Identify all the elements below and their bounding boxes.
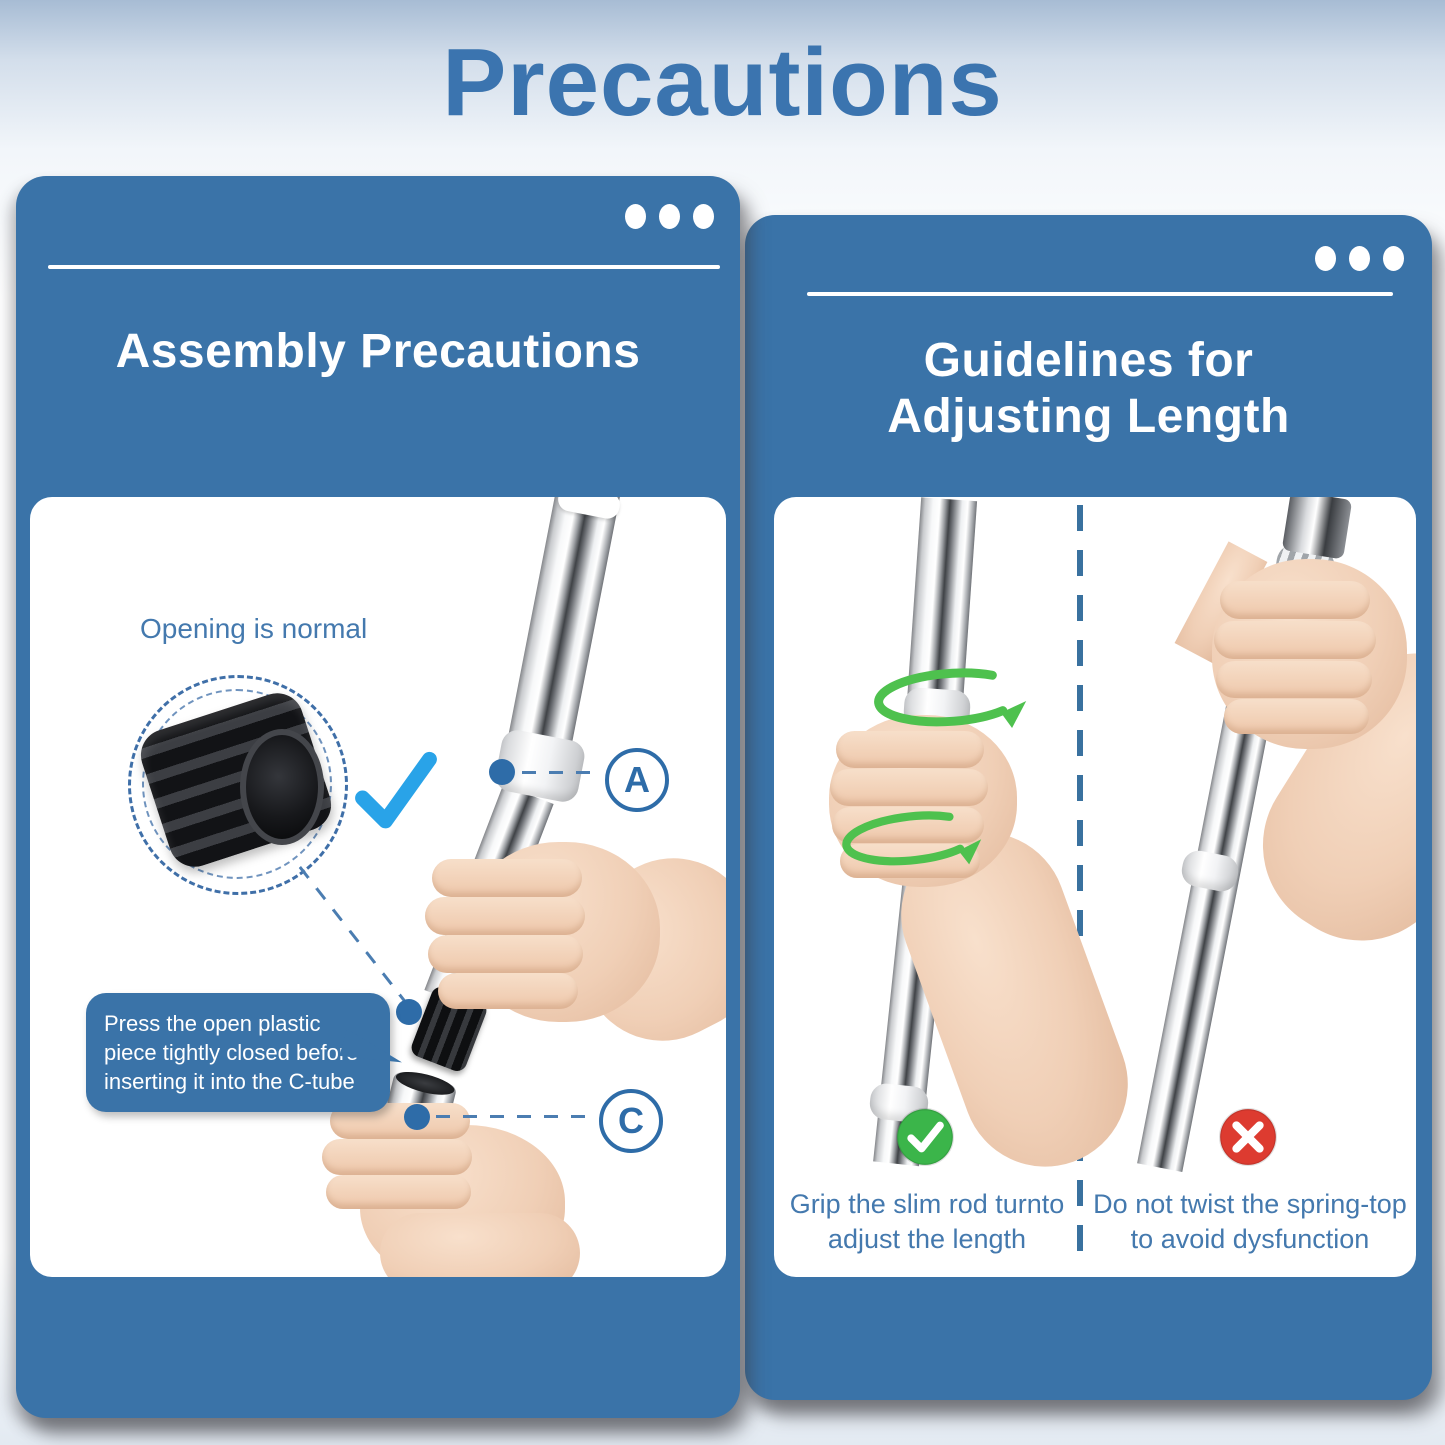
upper-hand-finger <box>428 935 583 973</box>
gripping-finger <box>830 769 988 806</box>
opening-note: Opening is normal <box>140 613 368 644</box>
window-dot-icon <box>1349 246 1370 271</box>
marker-dot-c <box>404 1104 430 1130</box>
right-card-heading <box>745 333 1432 444</box>
adjusting-photo-panel <box>774 497 1416 1277</box>
assembly-precautions-card <box>16 176 740 1418</box>
blue-check-icon <box>352 747 440 835</box>
label-c: C <box>599 1089 663 1153</box>
assembly-photo-panel <box>30 497 726 1277</box>
leader-line-a <box>522 771 602 774</box>
header-rule <box>807 292 1393 296</box>
callout-connector-line <box>299 866 407 1003</box>
press-point-marker <box>396 999 422 1025</box>
instruction-bubble: Press the open plastic piece tightly closed before inserting it into the C-tube <box>86 993 390 1112</box>
upper-hand-finger <box>438 973 578 1009</box>
gripping-finger <box>1214 621 1376 659</box>
green-check-icon <box>896 1108 954 1166</box>
red-x-icon <box>1219 1108 1277 1166</box>
do-caption: Grip the slim rod turnto adjust the length <box>789 1189 1065 1255</box>
upper-hand-finger <box>425 897 585 935</box>
gripping-finger <box>1220 581 1370 619</box>
lower-hand-forearm <box>380 1213 580 1277</box>
coupler-opening <box>240 729 324 845</box>
window-dot-icon <box>659 204 680 229</box>
window-dots <box>1315 246 1404 271</box>
window-dot-icon <box>1315 246 1336 271</box>
gripping-finger <box>1216 661 1372 698</box>
window-dot-icon <box>693 204 714 229</box>
window-dots <box>625 204 714 229</box>
rotate-arrow-icon <box>850 659 1030 743</box>
lower-hand-finger <box>326 1175 471 1209</box>
marker-dot-a <box>489 759 515 785</box>
adjusting-length-card <box>745 215 1432 1400</box>
leader-line-c <box>436 1115 596 1118</box>
window-dot-icon <box>1383 246 1404 271</box>
header-rule <box>48 265 720 269</box>
upper-hand-finger <box>432 859 582 897</box>
right-card-heading-line2: Adjusting Length <box>887 389 1290 443</box>
gripping-finger <box>1224 699 1369 734</box>
label-a: A <box>605 748 669 812</box>
window-dot-icon <box>625 204 646 229</box>
left-card-heading: Assembly Precautions <box>115 325 641 378</box>
pole-lower-section <box>1137 697 1273 1172</box>
right-card-heading-line1: Guidelines for <box>923 334 1254 387</box>
page-title: Precautions <box>442 29 1003 136</box>
dont-caption: Do not twist the spring-top to avoid dysfunction <box>1093 1189 1407 1255</box>
spring-top-cap <box>1282 497 1353 559</box>
lower-hand-finger <box>322 1139 472 1175</box>
